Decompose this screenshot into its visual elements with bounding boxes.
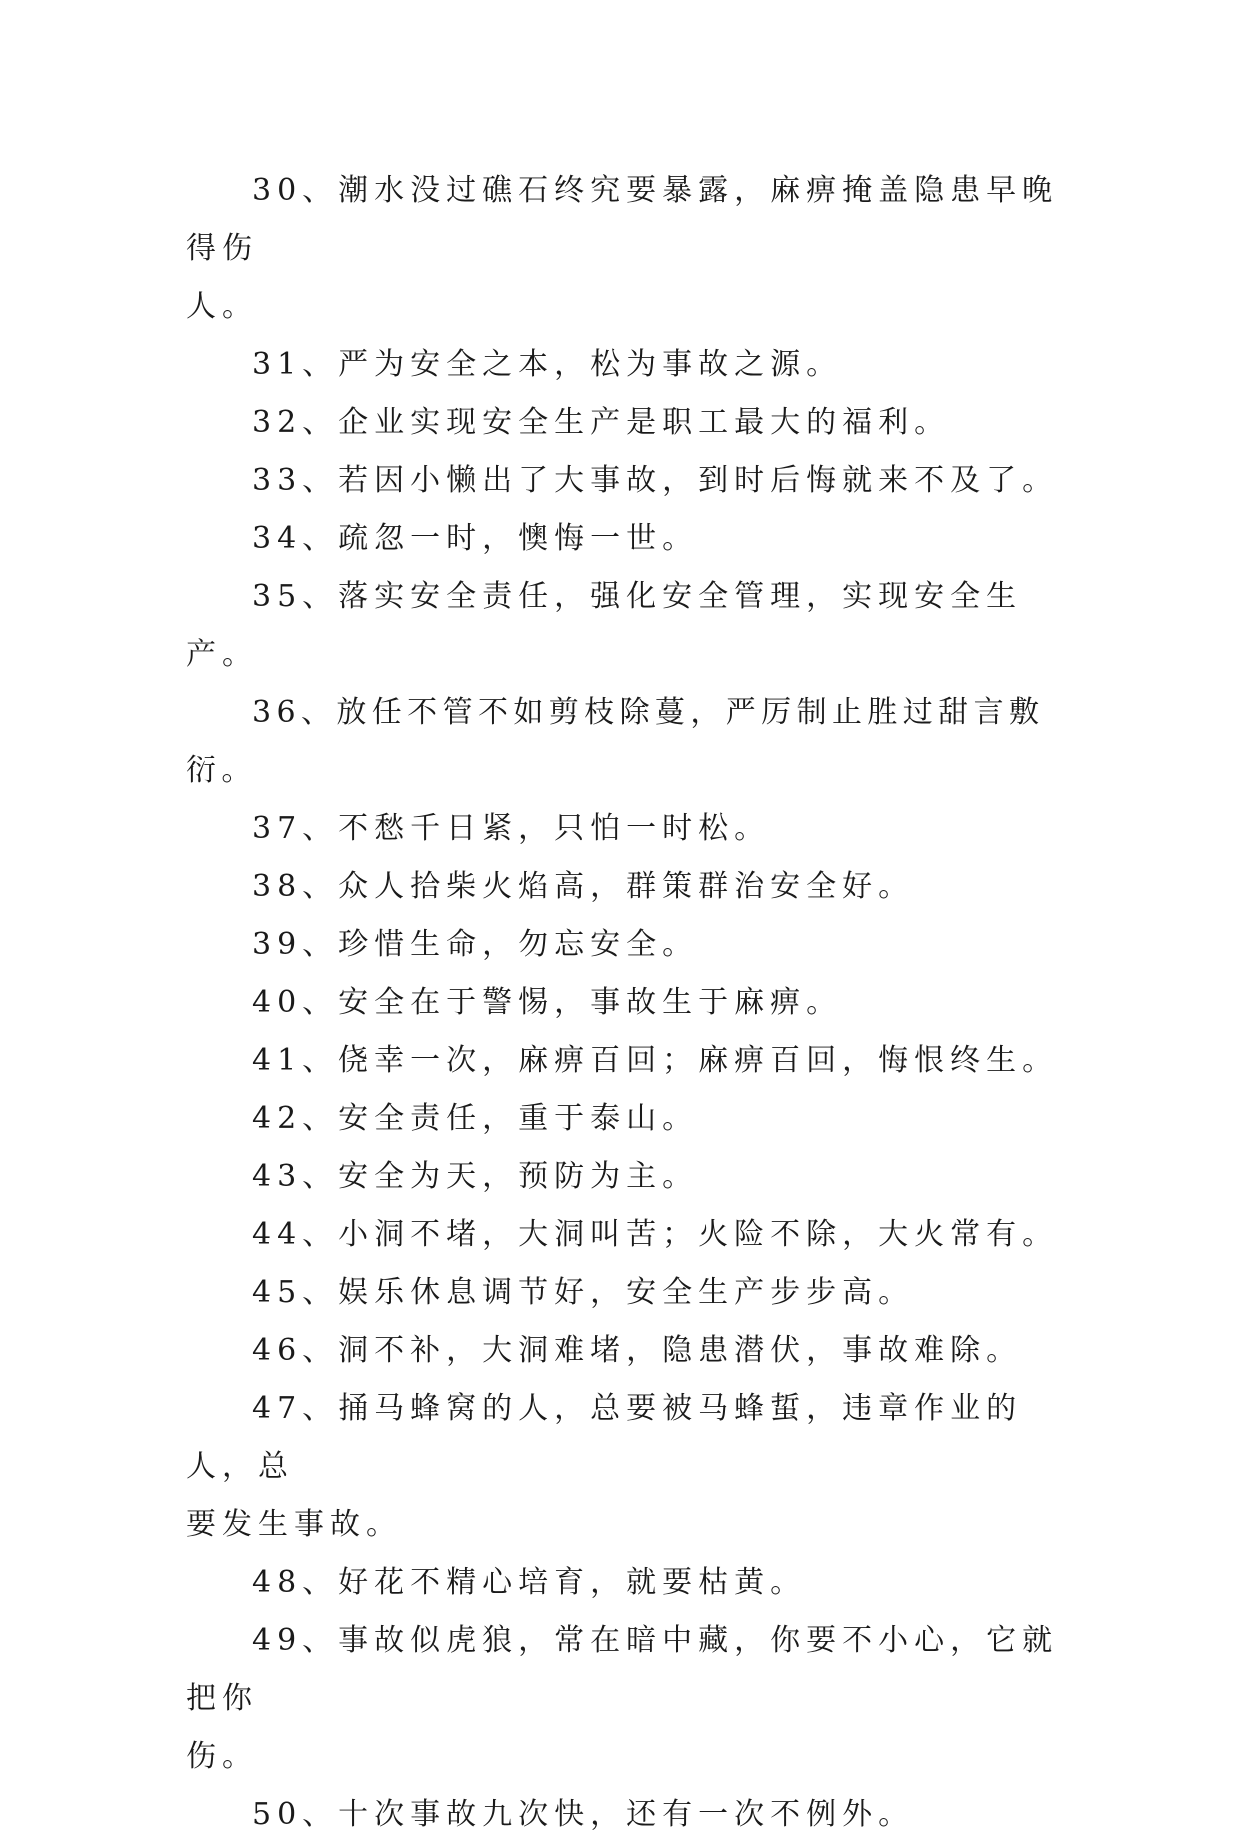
paragraph-30 — [186, 162, 1066, 278]
paragraph-40: 40、安全在于警惕，事故生于麻痹。 — [252, 985, 843, 1020]
paragraph-42: 42、安全责任，重于泰山。 — [252, 1101, 699, 1136]
paragraph-30-continuation — [186, 278, 1066, 336]
paragraph-47-continuation — [186, 1496, 1066, 1554]
paragraph-37: 37、不愁千日紧，只怕一时松。 — [252, 811, 771, 846]
paragraph-49 — [186, 1612, 1066, 1728]
paragraph-45: 45、娱乐休息调节好，安全生产步步高。 — [252, 1275, 915, 1310]
paragraph-34: 34、疏忽一时，懊悔一世。 — [252, 521, 699, 556]
paragraph-47-line-2: 要发生事故。 — [186, 1507, 402, 1542]
paragraph-50: 50、十次事故九次快，还有一次不例外。 — [252, 1797, 915, 1832]
paragraph-31: 31、严为安全之本，松为事故之源。 — [252, 347, 843, 382]
paragraph-49-continuation — [186, 1728, 1066, 1786]
paragraph-47 — [186, 1380, 1066, 1496]
paragraph-30-line-2: 人。 — [186, 289, 258, 324]
paragraph-46: 46、洞不补，大洞难堵，隐患潜伏，事故难除。 — [252, 1333, 1023, 1368]
paragraph-32: 32、企业实现安全生产是职工最大的福利。 — [252, 405, 951, 440]
paragraph-36: 36、放任不管不如剪枝除蔓，严厉制止胜过甜言敷衍。 — [186, 695, 1045, 788]
paragraph-39: 39、珍惜生命，勿忘安全。 — [252, 927, 699, 962]
paragraph-35: 35、落实安全责任，强化安全管理，实现安全生产。 — [186, 579, 1023, 672]
paragraph-48: 48、好花不精心培育，就要枯黄。 — [252, 1565, 807, 1600]
text-body — [186, 162, 1066, 1844]
paragraph-30-line-1: 30、潮水没过礁石终究要暴露，麻痹掩盖隐患早晚得伤 — [186, 173, 1059, 266]
paragraph-49-line-1: 49、事故似虎狼，常在暗中藏，你要不小心，它就把你 — [186, 1623, 1059, 1716]
paragraph-43: 43、安全为天，预防为主。 — [252, 1159, 699, 1194]
paragraph-49-line-2: 伤。 — [186, 1739, 258, 1774]
paragraph-47-line-1: 47、捅马蜂窝的人，总要被马蜂蜇，违章作业的人，总 — [186, 1391, 1023, 1484]
paragraph-33: 33、若因小懒出了大事故，到时后悔就来不及了。 — [252, 463, 1059, 498]
paragraph-41: 41、侥幸一次，麻痹百回；麻痹百回，悔恨终生。 — [252, 1043, 1059, 1078]
paragraph-44: 44、小洞不堵，大洞叫苦；火险不除，大火常有。 — [252, 1217, 1059, 1252]
paragraph-38: 38、众人拾柴火焰高，群策群治安全好。 — [252, 869, 915, 904]
